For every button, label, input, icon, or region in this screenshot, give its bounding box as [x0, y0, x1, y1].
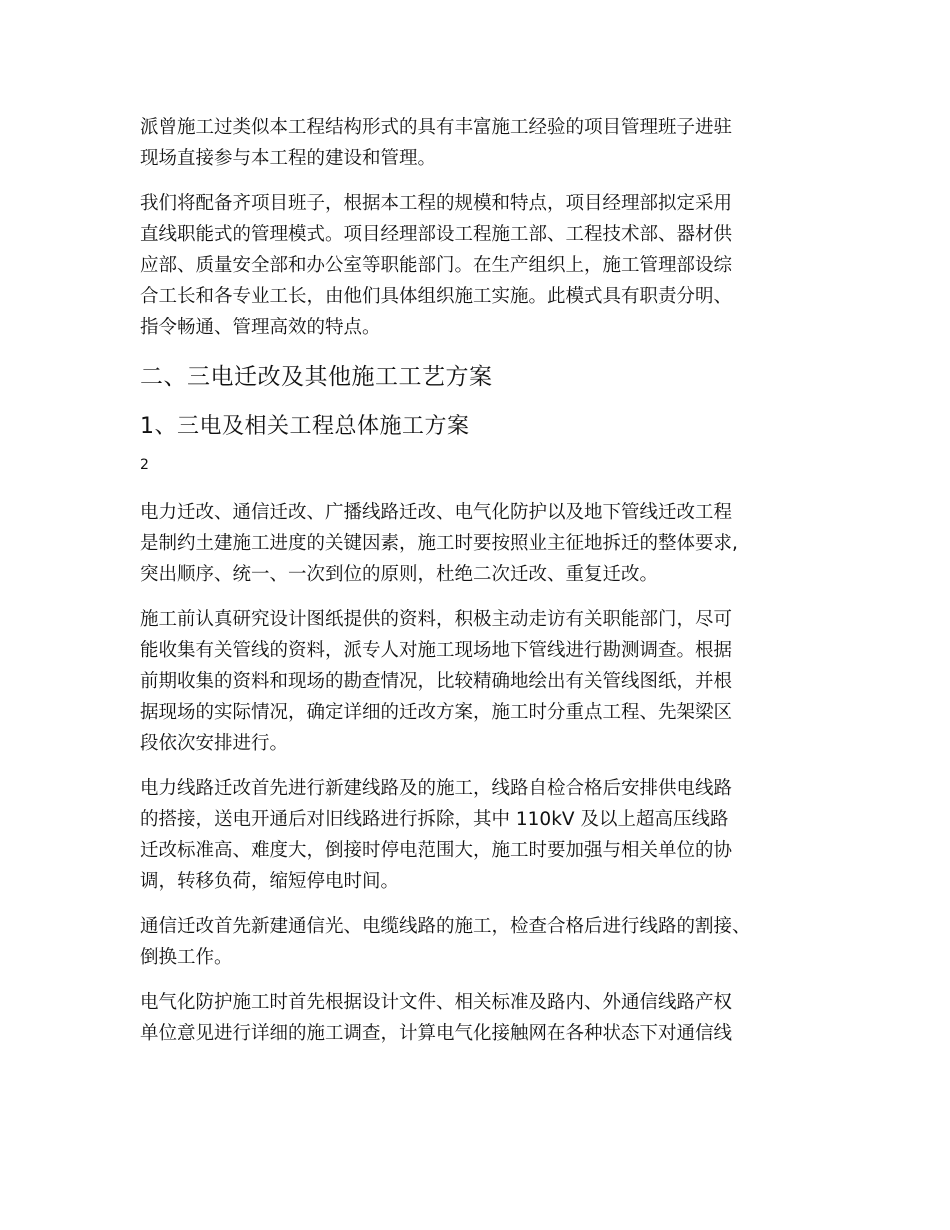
- text-line: 单位意见进行详细的施工调查，计算电气化接触网在各种状态下对通信线: [140, 1023, 733, 1044]
- text-line: 电力线路迁改首先进行新建线路及的施工，线路自检合格后安排供电线路: [140, 778, 733, 799]
- text-line: 迁改标准高、难度大，倒接时停电范围大，施工时要加强与相关单位的协: [140, 840, 733, 861]
- text-line: 段依次安排进行。: [140, 733, 289, 754]
- text-line: 能收集有关管线的资料，派专人对施工现场地下管线进行勘测调查。根据: [140, 640, 733, 661]
- text-line: 合工长和各专业工长，由他们具体组织施工实施。此模式具有职责分明、: [140, 286, 733, 307]
- text-line: 电力迁改、通信迁改、广播线路迁改、电气化防护以及地下管线迁改工程: [140, 502, 733, 523]
- text-line: 现场直接参与本工程的建设和管理。: [140, 148, 437, 169]
- paragraph-2: [140, 188, 820, 343]
- text-line: 指令畅通、管理高效的特点。: [140, 317, 381, 338]
- text-line: 前期收集的资料和现场的勘查情况，比较精确地绘出有关管线图纸，并根: [140, 671, 733, 692]
- text-line: 通信迁改首先新建通信光、电缆线路的施工，检查合格后进行线路的割接、: [140, 916, 751, 937]
- subsection-heading: 1、三电及相关工程总体施工方案: [140, 414, 470, 439]
- paragraph-4: [140, 604, 820, 759]
- text-line: 直线职能式的管理模式。项目经理部设工程施工部、工程技术部、器材供: [140, 224, 733, 245]
- text-line: 是制约土建施工进度的关键因素，施工时要按照业主征地拆迁的整体要求,: [140, 533, 738, 554]
- text-line: 应部、质量安全部和办公室等职能部门。在生产组织上，施工管理部设综: [140, 255, 733, 276]
- page-number: 2: [140, 457, 149, 473]
- text-line: 电气化防护施工时首先根据设计文件、相关标准及路内、外通信线路产权: [140, 992, 733, 1013]
- text-line: 倒换工作。: [140, 947, 233, 968]
- text-line: 的搭接，送电开通后对旧线路进行拆除，其中 110kV 及以上超高压线路: [140, 809, 729, 830]
- paragraph-5: [140, 773, 820, 897]
- paragraph-1: [140, 112, 820, 174]
- paragraph-6: [140, 911, 820, 973]
- document-page: [140, 112, 820, 1063]
- paragraph-3: [140, 497, 820, 590]
- text-line: 据现场的实际情况，确定详细的迁改方案，施工时分重点工程、先架梁区: [140, 702, 733, 723]
- text-line: 调，转移负荷，缩短停电时间。: [140, 871, 400, 892]
- text-line: 派曾施工过类似本工程结构形式的具有丰富施工经验的项目管理班子进驻: [140, 117, 733, 138]
- text-line: 施工前认真研究设计图纸提供的资料，积极主动走访有关职能部门，尽可: [140, 609, 733, 630]
- section-heading: 二、三电迁改及其他施工工艺方案: [140, 364, 493, 390]
- paragraph-7: [140, 987, 820, 1049]
- text-line: 我们将配备齐项目班子，根据本工程的规模和特点，项目经理部拟定采用: [140, 193, 733, 214]
- text-line: 突出顺序、统一、一次到位的原则，杜绝二次迁改、重复迁改。: [140, 564, 659, 585]
